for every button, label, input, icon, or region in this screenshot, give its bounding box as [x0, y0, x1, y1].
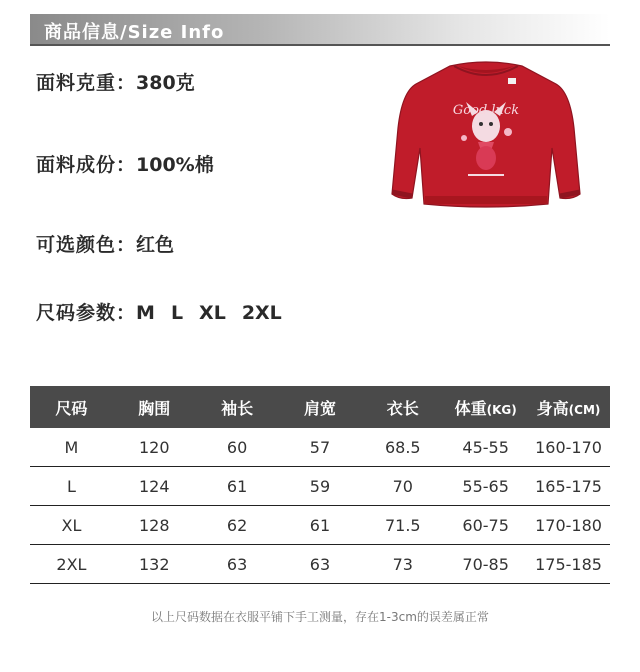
col-weight-unit: (KG) [486, 402, 517, 417]
size-option: L [170, 302, 184, 324]
col-shoulder: 肩宽 [279, 386, 362, 428]
table-cell: 120 [113, 428, 196, 467]
table-cell: 59 [279, 467, 362, 506]
table-cell: 160-170 [527, 428, 610, 467]
table-cell: 2XL [30, 545, 113, 584]
table-cell: 70-85 [444, 545, 527, 584]
table-cell: 71.5 [361, 506, 444, 545]
col-length: 衣长 [361, 386, 444, 428]
size-options [36, 298, 298, 325]
fabric-composition [36, 150, 214, 177]
table-row [30, 545, 610, 584]
table-row [30, 506, 610, 545]
fabric-weight-label: 面料克重： [36, 72, 137, 94]
table-cell: 62 [196, 506, 279, 545]
table-cell: 128 [113, 506, 196, 545]
table-cell: M [30, 428, 113, 467]
available-color-label: 可选颜色： [36, 234, 137, 256]
col-sleeve: 袖长 [196, 386, 279, 428]
table-cell: 60 [196, 428, 279, 467]
size-option: XL [199, 302, 226, 324]
available-color-value: 红色 [136, 234, 175, 256]
table-cell: 60-75 [444, 506, 527, 545]
col-size: 尺码 [30, 386, 113, 428]
table-cell: 63 [279, 545, 362, 584]
table-cell: 73 [361, 545, 444, 584]
fabric-weight-value: 380克 [136, 72, 195, 94]
table-cell: 55-65 [444, 467, 527, 506]
col-weight-label: 体重 [454, 398, 487, 418]
table-cell: L [30, 467, 113, 506]
table-cell: 61 [279, 506, 362, 545]
print-text: Good luck [452, 103, 520, 118]
section-header [30, 14, 610, 46]
fabric-composition-value: 100%棉 [136, 154, 214, 176]
table-cell: 68.5 [361, 428, 444, 467]
table-cell: 45-55 [444, 428, 527, 467]
table-cell: 132 [113, 545, 196, 584]
col-weight [444, 386, 527, 428]
available-color [36, 230, 174, 257]
table-cell: 57 [279, 428, 362, 467]
col-height-label: 身高 [536, 398, 569, 418]
table-header-row [30, 386, 610, 428]
size-chart-table [30, 386, 610, 584]
sweatshirt-illustration [388, 58, 584, 210]
size-option: M [136, 302, 155, 324]
col-height [527, 386, 610, 428]
table-row [30, 428, 610, 467]
measurement-note: 以上尺码数据在衣服平铺下手工测量，存在1-3cm的误差属正常 [151, 610, 489, 624]
table-cell: 165-175 [527, 467, 610, 506]
table-cell: 124 [113, 467, 196, 506]
size-option: 2XL [241, 302, 282, 324]
table-cell: XL [30, 506, 113, 545]
col-chest: 胸围 [113, 386, 196, 428]
table-cell: 170-180 [527, 506, 610, 545]
section-title: 商品信息/Size Info [44, 22, 225, 43]
product-image [388, 58, 584, 210]
fabric-weight [36, 68, 195, 95]
table-cell: 70 [361, 467, 444, 506]
table-cell: 63 [196, 545, 279, 584]
fabric-composition-label: 面料成份： [36, 154, 137, 176]
table-cell: 175-185 [527, 545, 610, 584]
table-row [30, 467, 610, 506]
size-options-label: 尺码参数： [36, 302, 137, 324]
table-cell: 61 [196, 467, 279, 506]
col-height-unit: (CM) [568, 402, 601, 417]
